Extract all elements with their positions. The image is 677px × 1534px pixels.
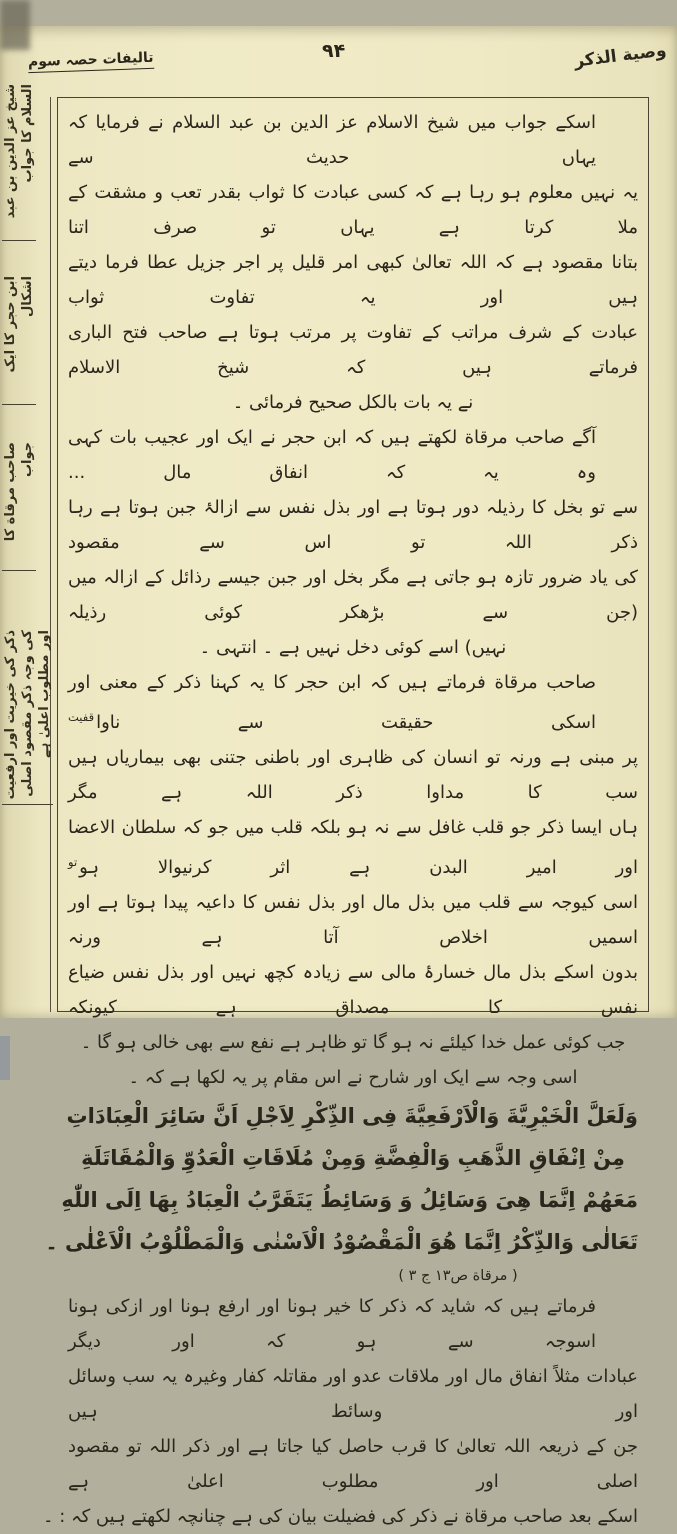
line-text: ہاں ایسا ذکر جو قلب غافل سے نہ ہو بلکہ قلب میں جو کہ سلطان الاعضا اور امیر البدن ہے اثر کرنیوالا ہو	[68, 817, 638, 878]
line-text: اسی کیوجہ سے قلب میں بذل مال اور بذل نفس کا داعیہ پیدا ہوتا ہے اور اسمیں اخلاص آتا ہے ورنہ	[68, 892, 638, 948]
text-line	[68, 630, 638, 665]
line-text: عبادات مثلاً انفاق مال اور ملاقات عدو اور مقاتلہ کفار وغیرہ یہ سب وسائل اور وسائط ہیں	[68, 1366, 638, 1422]
text-line	[68, 1060, 638, 1095]
text-line	[68, 315, 638, 385]
body-text	[43, 105, 638, 1534]
line-text: بدون اسکے بذل مال خسارۂ مالی سے زیادہ کچھ نہیں اور بذل نفس ضیاع نفس کا مصداق ہے کیونکہ	[68, 962, 638, 1018]
line-text: عبادت کے شرف مراتب کے تفاوت پر مرتب ہوتا ہے صاحب فتح الباری فرماتے ہیں کہ شیخ الاسلام	[68, 322, 638, 378]
line-text: ( مرقاة ص۱۳ ج ۳ )	[398, 1268, 518, 1284]
text-line	[68, 1289, 638, 1359]
text-line	[68, 810, 638, 885]
text-line	[68, 885, 638, 955]
line-text: اسکے بعد صاحب مرقاة نے ذکر کی فضیلت بیان کی ہے چنانچہ لکھتے ہیں کہ : ۔	[43, 1506, 638, 1527]
text-line	[68, 245, 638, 315]
text-line	[68, 665, 638, 740]
line-text: نہیں) اسے کوئی دخل نہیں ہے ۔ انتہی ۔	[199, 637, 507, 658]
line-text: یہ نہیں معلوم ہو رہا ہے کہ کسی عبادت کا ثواب بقدر تعب و مشقت کے ملا کرتا ہے یہاں تو صرف اتنا	[68, 182, 638, 238]
line-text: اسکے جواب میں شیخ الاسلام عز الدین بن عبد السلام نے فرمایا کہ یہاں حدیث سے	[68, 112, 596, 168]
text-line	[43, 1499, 638, 1534]
text-frame	[43, 97, 649, 1527]
line-text: مَعَهُمْ اِنَّمَا هِىَ وَسَائِلُ وَ وَسَائِطُ يَتَقَرَّبُ الْعِبَادُ بِهَا اِلَى اللّٰهِ	[61, 1188, 638, 1212]
text-line	[68, 385, 638, 420]
text-line	[68, 1429, 638, 1499]
text-line	[68, 1025, 638, 1060]
line-text: اسی وجہ سے ایک اور شارح نے اس مقام پر یہ لکھا ہے کہ ۔	[128, 1067, 578, 1088]
arabic-quote-line	[61, 1179, 638, 1221]
arabic-quote-line	[68, 1095, 638, 1137]
text-line	[68, 420, 638, 490]
text-line	[68, 560, 638, 630]
page-number: ۹۴	[322, 40, 346, 62]
line-text: مِنْ اِنْفَاقِ الذَّهَبِ وَالْفِضَّةِ وَمِنْ مُلَاقَاتِ الْعَدُوِّ وَالْمُقَاتَلَةِ	[81, 1146, 625, 1170]
line-text: نے یہ بات بالکل صحیح فرمائی ۔	[232, 392, 474, 413]
line-text: کی یاد ضرور تازہ ہو جاتی ہے مگر بخل اور جبن جیسے رذائل کے ازالہ میں (جن سے بڑھکر کوئی رذیلہ	[68, 567, 638, 623]
text-line	[68, 955, 638, 1025]
line-text: صاحب مرقاة فرماتے ہیں کہ ابن حجر کا یہ کہنا ذکر کے معنی اور اسکی حقیقت سے ناوا	[68, 672, 596, 733]
margin-side-heading-text: ذکر کی خیریت اور ارفعیت کی وجہ ذکر مقصود اصلی اور مطلوب اعلیٰ ہے	[2, 626, 53, 805]
text-line	[68, 1359, 638, 1429]
text-line	[68, 490, 638, 560]
line-text: فرماتے ہیں کہ شاید کہ ذکر کا خیر ہونا اور ارفع ہونا اور ازکی ہونا اسوجہ سے ہو کہ اور دیگر	[68, 1296, 596, 1352]
arabic-quote-line	[45, 1221, 638, 1263]
line-text: تَعَالٰى وَالذِّكْرُ اِنَّمَا هُوَ الْمَقْصُوْدُ الْاَسْنٰى وَالْمَطْلُوْبُ الْاَعْلٰى ۔	[45, 1230, 638, 1254]
text-line	[68, 105, 638, 175]
spine-strip	[0, 1036, 10, 1080]
catchword: قفیت	[68, 710, 95, 724]
text-line	[68, 740, 638, 810]
line-text: پر مبنی ہے ورنہ تو انسان کی ظاہری اور باطنی جتنی بھی بیماریاں ہیں سب کا مداوا ذکر اللہ ہے مگر	[68, 747, 638, 803]
running-title-right: وصية الذكر	[573, 40, 668, 72]
catchword: تو	[68, 855, 78, 869]
citation-reference	[173, 1263, 677, 1289]
arabic-quote-line	[68, 1137, 638, 1179]
line-text: بتانا مقصود ہے کہ اللہ تعالیٰ کبھی امر قلیل پر اجر جزیل عطا فرما دیتے ہیں اور یہ تفاوت ثواب	[68, 252, 638, 308]
margin-side-heading-text: ابن حجر کا ایک اشکال	[2, 272, 36, 405]
margin-rule	[50, 97, 51, 1012]
series-title-left: تالیفات حصہ سوم	[28, 50, 154, 73]
margin-side-heading-text: صاحب مرقاة کا جواب	[2, 438, 36, 571]
corner-shadow	[0, 0, 30, 50]
line-text: سے تو بخل کا رذیلہ دور ہوتا ہے اور بذل نفس سے ازالۂ جبن ہوتا ہے رہا ذکر اللہ تو اس سے مقصود	[68, 497, 638, 553]
line-text: جن کے ذریعہ اللہ تعالیٰ کا قرب حاصل کیا جاتا ہے اور ذکر اللہ تو مقصود اصلی اور مطلوب اعلیٰ ہے	[68, 1436, 638, 1492]
text-line	[68, 175, 638, 245]
line-text: جب کوئی عمل خدا کیلئے نہ ہو گا تو ظاہر ہے نفع سے بھی خالی ہو گا ۔	[80, 1032, 626, 1053]
line-text: آگے صاحب مرقاة لکھتے ہیں کہ ابن حجر نے ایک اور عجیب بات کہی وہ یہ کہ انفاق مال ...	[68, 427, 596, 483]
margin-side-heading-text: شیخ عز الدین بن عبد السلام کا جواب	[2, 80, 36, 241]
line-text: وَلَعَلَّ الْخَيْرِيَّةَ وَالْاَرْفَعِيَّةَ فِى الذِّكْرِ لِاَجْلِ اَنَّ سَائِرَ الْعِبَادَاتِ	[66, 1104, 638, 1128]
